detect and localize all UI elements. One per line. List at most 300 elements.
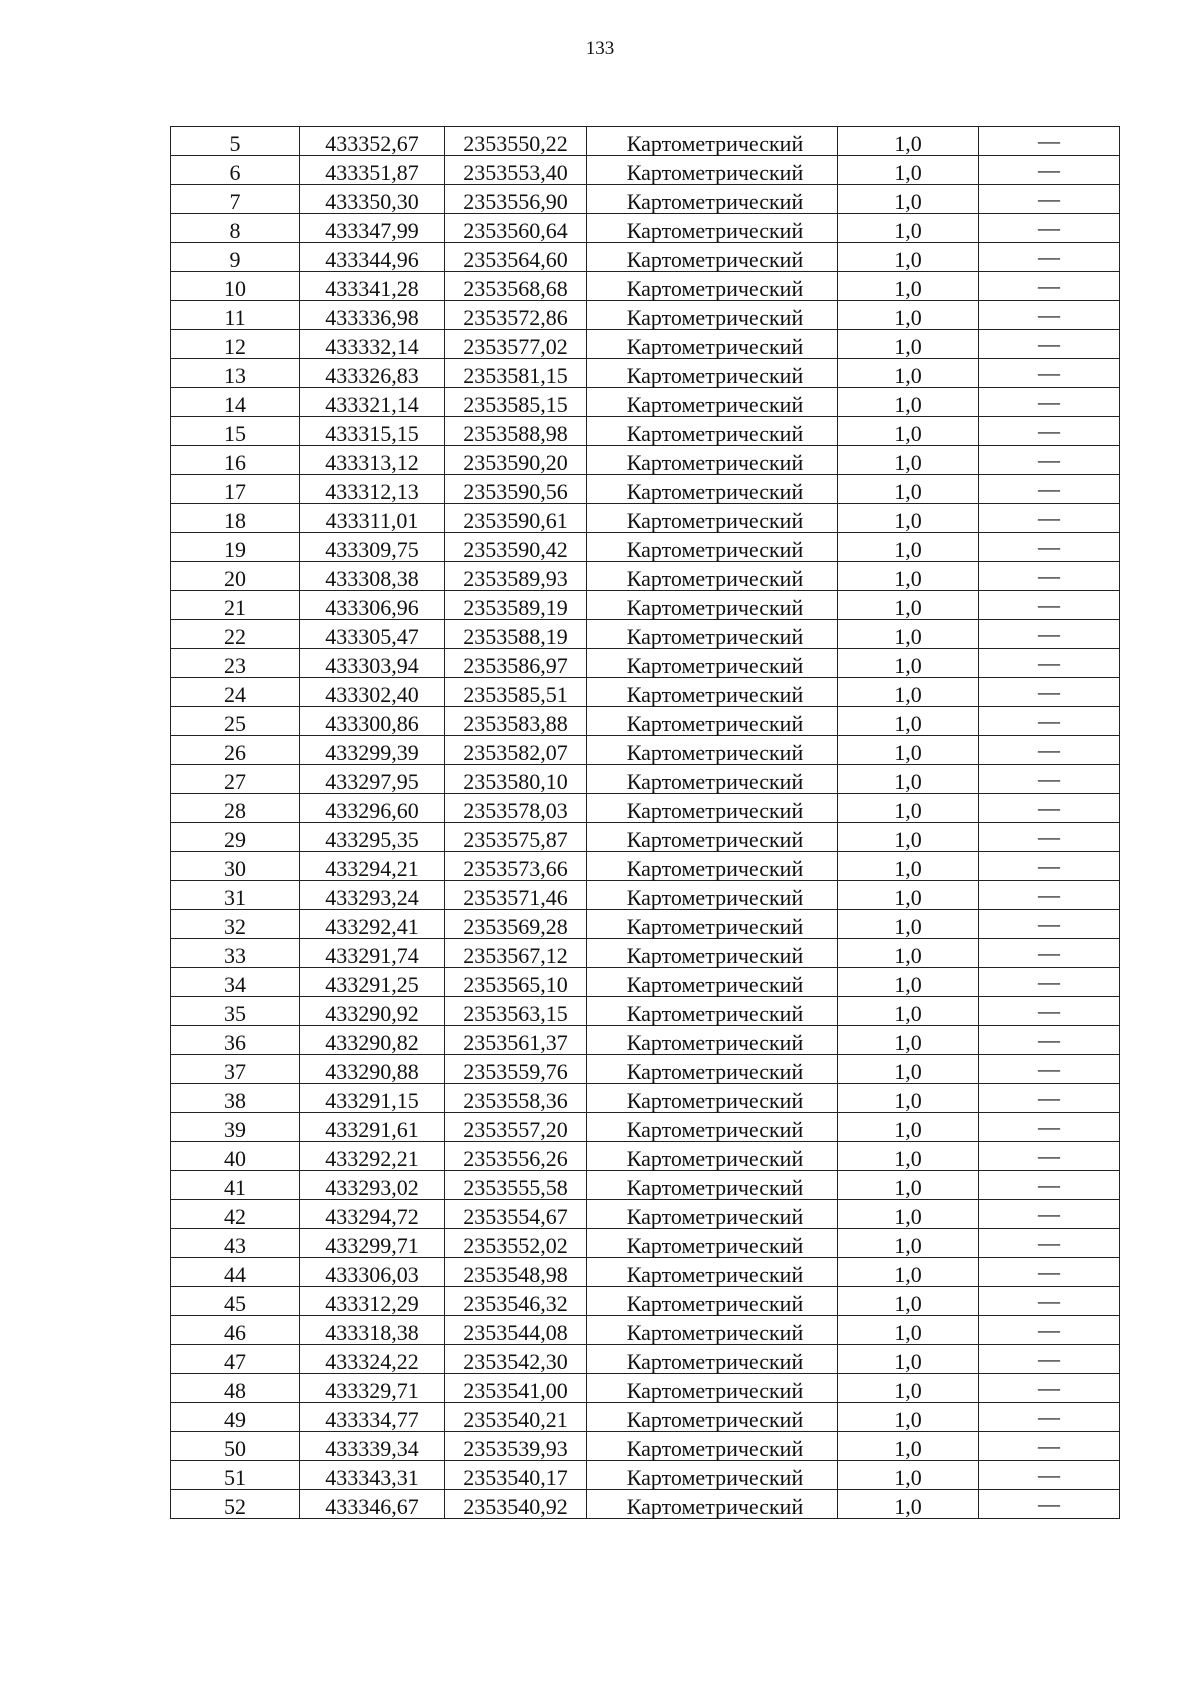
table-row	[171, 1026, 1120, 1055]
y-coordinate-cell: 2353578,03	[445, 794, 587, 823]
x-coordinate-cell: 433299,39	[300, 736, 445, 765]
accuracy-cell: 1,0	[838, 1345, 979, 1374]
accuracy-cell: 1,0	[838, 765, 979, 794]
point-number-cell: 6	[171, 156, 300, 185]
x-coordinate-cell: 433302,40	[300, 678, 445, 707]
point-number-cell: 9	[171, 243, 300, 272]
method-cell: Картометрический	[587, 1374, 838, 1403]
accuracy-cell: 1,0	[838, 649, 979, 678]
table-row	[171, 881, 1120, 910]
x-coordinate-cell: 433311,01	[300, 504, 445, 533]
method-cell: Картометрический	[587, 1171, 838, 1200]
point-number-cell: 52	[171, 1490, 300, 1519]
x-coordinate-cell: 433336,98	[300, 301, 445, 330]
method-cell: Картометрический	[587, 1229, 838, 1258]
note-cell: —	[979, 620, 1120, 649]
method-cell: Картометрический	[587, 1113, 838, 1142]
method-cell: Картометрический	[587, 591, 838, 620]
point-number-cell: 26	[171, 736, 300, 765]
table-row	[171, 1432, 1120, 1461]
x-coordinate-cell: 433291,74	[300, 939, 445, 968]
x-coordinate-cell: 433315,15	[300, 417, 445, 446]
point-number-cell: 30	[171, 852, 300, 881]
x-coordinate-cell: 433312,29	[300, 1287, 445, 1316]
x-coordinate-cell: 433290,92	[300, 997, 445, 1026]
table-row	[171, 620, 1120, 649]
accuracy-cell: 1,0	[838, 881, 979, 910]
accuracy-cell: 1,0	[838, 1258, 979, 1287]
point-number-cell: 27	[171, 765, 300, 794]
method-cell: Картометрический	[587, 243, 838, 272]
x-coordinate-cell: 433290,82	[300, 1026, 445, 1055]
accuracy-cell: 1,0	[838, 1287, 979, 1316]
point-number-cell: 47	[171, 1345, 300, 1374]
method-cell: Картометрический	[587, 707, 838, 736]
method-cell: Картометрический	[587, 533, 838, 562]
table-row	[171, 1403, 1120, 1432]
point-number-cell: 13	[171, 359, 300, 388]
note-cell: —	[979, 1490, 1120, 1519]
point-number-cell: 36	[171, 1026, 300, 1055]
accuracy-cell: 1,0	[838, 1461, 979, 1490]
table-row	[171, 243, 1120, 272]
note-cell: —	[979, 504, 1120, 533]
point-number-cell: 7	[171, 185, 300, 214]
x-coordinate-cell: 433329,71	[300, 1374, 445, 1403]
note-cell: —	[979, 388, 1120, 417]
x-coordinate-cell: 433343,31	[300, 1461, 445, 1490]
point-number-cell: 40	[171, 1142, 300, 1171]
point-number-cell: 24	[171, 678, 300, 707]
note-cell: —	[979, 127, 1120, 156]
method-cell: Картометрический	[587, 1345, 838, 1374]
point-number-cell: 39	[171, 1113, 300, 1142]
y-coordinate-cell: 2353556,90	[445, 185, 587, 214]
point-number-cell: 31	[171, 881, 300, 910]
note-cell: —	[979, 591, 1120, 620]
table-row	[171, 1461, 1120, 1490]
x-coordinate-cell: 433332,14	[300, 330, 445, 359]
note-cell: —	[979, 968, 1120, 997]
accuracy-cell: 1,0	[838, 1316, 979, 1345]
note-cell: —	[979, 1026, 1120, 1055]
table-row	[171, 997, 1120, 1026]
y-coordinate-cell: 2353550,22	[445, 127, 587, 156]
accuracy-cell: 1,0	[838, 620, 979, 649]
method-cell: Картометрический	[587, 1461, 838, 1490]
x-coordinate-cell: 433296,60	[300, 794, 445, 823]
table-row	[171, 185, 1120, 214]
table-row	[171, 446, 1120, 475]
x-coordinate-cell: 433291,25	[300, 968, 445, 997]
point-number-cell: 45	[171, 1287, 300, 1316]
point-number-cell: 42	[171, 1200, 300, 1229]
y-coordinate-cell: 2353565,10	[445, 968, 587, 997]
point-number-cell: 5	[171, 127, 300, 156]
method-cell: Картометрический	[587, 881, 838, 910]
table-row	[171, 591, 1120, 620]
point-number-cell: 46	[171, 1316, 300, 1345]
note-cell: —	[979, 1258, 1120, 1287]
note-cell: —	[979, 823, 1120, 852]
method-cell: Картометрический	[587, 823, 838, 852]
point-number-cell: 37	[171, 1055, 300, 1084]
accuracy-cell: 1,0	[838, 1432, 979, 1461]
table-row	[171, 852, 1120, 881]
x-coordinate-cell: 433303,94	[300, 649, 445, 678]
x-coordinate-cell: 433341,28	[300, 272, 445, 301]
x-coordinate-cell: 433292,41	[300, 910, 445, 939]
point-number-cell: 10	[171, 272, 300, 301]
x-coordinate-cell: 433350,30	[300, 185, 445, 214]
point-number-cell: 16	[171, 446, 300, 475]
x-coordinate-cell: 433321,14	[300, 388, 445, 417]
point-number-cell: 11	[171, 301, 300, 330]
y-coordinate-cell: 2353590,20	[445, 446, 587, 475]
accuracy-cell: 1,0	[838, 214, 979, 243]
accuracy-cell: 1,0	[838, 562, 979, 591]
y-coordinate-cell: 2353582,07	[445, 736, 587, 765]
y-coordinate-cell: 2353557,20	[445, 1113, 587, 1142]
note-cell: —	[979, 910, 1120, 939]
method-cell: Картометрический	[587, 939, 838, 968]
x-coordinate-cell: 433326,83	[300, 359, 445, 388]
x-coordinate-cell: 433294,21	[300, 852, 445, 881]
accuracy-cell: 1,0	[838, 446, 979, 475]
note-cell: —	[979, 417, 1120, 446]
point-number-cell: 41	[171, 1171, 300, 1200]
x-coordinate-cell: 433318,38	[300, 1316, 445, 1345]
note-cell: —	[979, 301, 1120, 330]
y-coordinate-cell: 2353577,02	[445, 330, 587, 359]
table-row	[171, 1287, 1120, 1316]
accuracy-cell: 1,0	[838, 1113, 979, 1142]
accuracy-cell: 1,0	[838, 330, 979, 359]
accuracy-cell: 1,0	[838, 475, 979, 504]
accuracy-cell: 1,0	[838, 968, 979, 997]
note-cell: —	[979, 765, 1120, 794]
accuracy-cell: 1,0	[838, 272, 979, 301]
point-number-cell: 15	[171, 417, 300, 446]
method-cell: Картометрический	[587, 504, 838, 533]
method-cell: Картометрический	[587, 852, 838, 881]
accuracy-cell: 1,0	[838, 417, 979, 446]
x-coordinate-cell: 433334,77	[300, 1403, 445, 1432]
y-coordinate-cell: 2353540,21	[445, 1403, 587, 1432]
accuracy-cell: 1,0	[838, 939, 979, 968]
table-row	[171, 678, 1120, 707]
point-number-cell: 8	[171, 214, 300, 243]
coordinates-table-body	[171, 127, 1120, 1519]
y-coordinate-cell: 2353575,87	[445, 823, 587, 852]
y-coordinate-cell: 2353590,42	[445, 533, 587, 562]
accuracy-cell: 1,0	[838, 736, 979, 765]
point-number-cell: 22	[171, 620, 300, 649]
accuracy-cell: 1,0	[838, 1142, 979, 1171]
method-cell: Картометрический	[587, 1258, 838, 1287]
y-coordinate-cell: 2353540,92	[445, 1490, 587, 1519]
x-coordinate-cell: 433344,96	[300, 243, 445, 272]
table-row	[171, 388, 1120, 417]
note-cell: —	[979, 185, 1120, 214]
method-cell: Картометрический	[587, 185, 838, 214]
y-coordinate-cell: 2353567,12	[445, 939, 587, 968]
table-row	[171, 1171, 1120, 1200]
point-number-cell: 38	[171, 1084, 300, 1113]
y-coordinate-cell: 2353554,67	[445, 1200, 587, 1229]
y-coordinate-cell: 2353558,36	[445, 1084, 587, 1113]
page-number: 133	[585, 38, 615, 59]
table-row	[171, 272, 1120, 301]
note-cell: —	[979, 1374, 1120, 1403]
accuracy-cell: 1,0	[838, 243, 979, 272]
y-coordinate-cell: 2353552,02	[445, 1229, 587, 1258]
accuracy-cell: 1,0	[838, 504, 979, 533]
accuracy-cell: 1,0	[838, 388, 979, 417]
note-cell: —	[979, 1142, 1120, 1171]
accuracy-cell: 1,0	[838, 997, 979, 1026]
note-cell: —	[979, 214, 1120, 243]
method-cell: Картометрический	[587, 475, 838, 504]
note-cell: —	[979, 1171, 1120, 1200]
accuracy-cell: 1,0	[838, 678, 979, 707]
point-number-cell: 51	[171, 1461, 300, 1490]
accuracy-cell: 1,0	[838, 794, 979, 823]
accuracy-cell: 1,0	[838, 1490, 979, 1519]
accuracy-cell: 1,0	[838, 1374, 979, 1403]
note-cell: —	[979, 852, 1120, 881]
y-coordinate-cell: 2353564,60	[445, 243, 587, 272]
y-coordinate-cell: 2353544,08	[445, 1316, 587, 1345]
point-number-cell: 28	[171, 794, 300, 823]
accuracy-cell: 1,0	[838, 1055, 979, 1084]
y-coordinate-cell: 2353559,76	[445, 1055, 587, 1084]
note-cell: —	[979, 272, 1120, 301]
y-coordinate-cell: 2353585,15	[445, 388, 587, 417]
accuracy-cell: 1,0	[838, 301, 979, 330]
point-number-cell: 12	[171, 330, 300, 359]
method-cell: Картометрический	[587, 127, 838, 156]
method-cell: Картометрический	[587, 388, 838, 417]
y-coordinate-cell: 2353546,32	[445, 1287, 587, 1316]
x-coordinate-cell: 433312,13	[300, 475, 445, 504]
note-cell: —	[979, 707, 1120, 736]
method-cell: Картометрический	[587, 910, 838, 939]
note-cell: —	[979, 359, 1120, 388]
accuracy-cell: 1,0	[838, 1200, 979, 1229]
x-coordinate-cell: 433290,88	[300, 1055, 445, 1084]
method-cell: Картометрический	[587, 794, 838, 823]
accuracy-cell: 1,0	[838, 127, 979, 156]
method-cell: Картометрический	[587, 330, 838, 359]
note-cell: —	[979, 997, 1120, 1026]
point-number-cell: 17	[171, 475, 300, 504]
point-number-cell: 33	[171, 939, 300, 968]
method-cell: Картометрический	[587, 1200, 838, 1229]
table-row	[171, 562, 1120, 591]
coordinates-table	[170, 126, 1120, 1519]
y-coordinate-cell: 2353555,58	[445, 1171, 587, 1200]
method-cell: Картометрический	[587, 359, 838, 388]
accuracy-cell: 1,0	[838, 823, 979, 852]
y-coordinate-cell: 2353556,26	[445, 1142, 587, 1171]
point-number-cell: 21	[171, 591, 300, 620]
note-cell: —	[979, 1432, 1120, 1461]
table-row	[171, 1113, 1120, 1142]
note-cell: —	[979, 736, 1120, 765]
point-number-cell: 19	[171, 533, 300, 562]
x-coordinate-cell: 433305,47	[300, 620, 445, 649]
note-cell: —	[979, 562, 1120, 591]
y-coordinate-cell: 2353561,37	[445, 1026, 587, 1055]
method-cell: Картометрический	[587, 1432, 838, 1461]
method-cell: Картометрический	[587, 1403, 838, 1432]
note-cell: —	[979, 794, 1120, 823]
x-coordinate-cell: 433346,67	[300, 1490, 445, 1519]
point-number-cell: 43	[171, 1229, 300, 1258]
accuracy-cell: 1,0	[838, 1026, 979, 1055]
accuracy-cell: 1,0	[838, 1084, 979, 1113]
note-cell: —	[979, 1200, 1120, 1229]
x-coordinate-cell: 433295,35	[300, 823, 445, 852]
method-cell: Картометрический	[587, 156, 838, 185]
method-cell: Картометрический	[587, 765, 838, 794]
accuracy-cell: 1,0	[838, 707, 979, 736]
point-number-cell: 29	[171, 823, 300, 852]
y-coordinate-cell: 2353583,88	[445, 707, 587, 736]
note-cell: —	[979, 330, 1120, 359]
x-coordinate-cell: 433347,99	[300, 214, 445, 243]
x-coordinate-cell: 433308,38	[300, 562, 445, 591]
y-coordinate-cell: 2353539,93	[445, 1432, 587, 1461]
x-coordinate-cell: 433291,61	[300, 1113, 445, 1142]
accuracy-cell: 1,0	[838, 156, 979, 185]
table-row	[171, 1345, 1120, 1374]
table-row	[171, 939, 1120, 968]
method-cell: Картометрический	[587, 417, 838, 446]
method-cell: Картометрический	[587, 301, 838, 330]
point-number-cell: 18	[171, 504, 300, 533]
note-cell: —	[979, 1113, 1120, 1142]
y-coordinate-cell: 2353571,46	[445, 881, 587, 910]
note-cell: —	[979, 1403, 1120, 1432]
table-row	[171, 968, 1120, 997]
x-coordinate-cell: 433291,15	[300, 1084, 445, 1113]
table-row	[171, 1200, 1120, 1229]
x-coordinate-cell: 433293,24	[300, 881, 445, 910]
note-cell: —	[979, 446, 1120, 475]
x-coordinate-cell: 433294,72	[300, 1200, 445, 1229]
accuracy-cell: 1,0	[838, 910, 979, 939]
x-coordinate-cell: 433309,75	[300, 533, 445, 562]
method-cell: Картометрический	[587, 1490, 838, 1519]
table-row	[171, 707, 1120, 736]
method-cell: Картометрический	[587, 1084, 838, 1113]
x-coordinate-cell: 433297,95	[300, 765, 445, 794]
x-coordinate-cell: 433352,67	[300, 127, 445, 156]
method-cell: Картометрический	[587, 678, 838, 707]
point-number-cell: 32	[171, 910, 300, 939]
method-cell: Картометрический	[587, 214, 838, 243]
note-cell: —	[979, 475, 1120, 504]
note-cell: —	[979, 881, 1120, 910]
note-cell: —	[979, 156, 1120, 185]
y-coordinate-cell: 2353581,15	[445, 359, 587, 388]
x-coordinate-cell: 433306,03	[300, 1258, 445, 1287]
y-coordinate-cell: 2353541,00	[445, 1374, 587, 1403]
table-row	[171, 214, 1120, 243]
y-coordinate-cell: 2353560,64	[445, 214, 587, 243]
method-cell: Картометрический	[587, 968, 838, 997]
method-cell: Картометрический	[587, 272, 838, 301]
note-cell: —	[979, 243, 1120, 272]
note-cell: —	[979, 1316, 1120, 1345]
table-row	[171, 1490, 1120, 1519]
table-row	[171, 417, 1120, 446]
table-row	[171, 910, 1120, 939]
accuracy-cell: 1,0	[838, 185, 979, 214]
table-row	[171, 330, 1120, 359]
x-coordinate-cell: 433351,87	[300, 156, 445, 185]
table-row	[171, 1229, 1120, 1258]
method-cell: Картометрический	[587, 997, 838, 1026]
point-number-cell: 34	[171, 968, 300, 997]
note-cell: —	[979, 649, 1120, 678]
x-coordinate-cell: 433324,22	[300, 1345, 445, 1374]
y-coordinate-cell: 2353573,66	[445, 852, 587, 881]
point-number-cell: 23	[171, 649, 300, 678]
table-row	[171, 649, 1120, 678]
x-coordinate-cell: 433339,34	[300, 1432, 445, 1461]
y-coordinate-cell: 2353548,98	[445, 1258, 587, 1287]
table-row	[171, 1084, 1120, 1113]
y-coordinate-cell: 2353568,68	[445, 272, 587, 301]
y-coordinate-cell: 2353585,51	[445, 678, 587, 707]
y-coordinate-cell: 2353569,28	[445, 910, 587, 939]
note-cell: —	[979, 1287, 1120, 1316]
method-cell: Картометрический	[587, 1026, 838, 1055]
method-cell: Картометрический	[587, 562, 838, 591]
point-number-cell: 20	[171, 562, 300, 591]
point-number-cell: 48	[171, 1374, 300, 1403]
table-row	[171, 1055, 1120, 1084]
table-row	[171, 1316, 1120, 1345]
y-coordinate-cell: 2353542,30	[445, 1345, 587, 1374]
x-coordinate-cell: 433300,86	[300, 707, 445, 736]
y-coordinate-cell: 2353588,98	[445, 417, 587, 446]
point-number-cell: 35	[171, 997, 300, 1026]
x-coordinate-cell: 433306,96	[300, 591, 445, 620]
point-number-cell: 50	[171, 1432, 300, 1461]
point-number-cell: 14	[171, 388, 300, 417]
note-cell: —	[979, 1229, 1120, 1258]
accuracy-cell: 1,0	[838, 591, 979, 620]
table-row	[171, 359, 1120, 388]
method-cell: Картометрический	[587, 1287, 838, 1316]
note-cell: —	[979, 939, 1120, 968]
accuracy-cell: 1,0	[838, 1403, 979, 1432]
accuracy-cell: 1,0	[838, 1171, 979, 1200]
y-coordinate-cell: 2353589,19	[445, 591, 587, 620]
table-row	[171, 1142, 1120, 1171]
y-coordinate-cell: 2353540,17	[445, 1461, 587, 1490]
method-cell: Картометрический	[587, 1055, 838, 1084]
accuracy-cell: 1,0	[838, 359, 979, 388]
y-coordinate-cell: 2353590,56	[445, 475, 587, 504]
y-coordinate-cell: 2353572,86	[445, 301, 587, 330]
x-coordinate-cell: 433299,71	[300, 1229, 445, 1258]
table-row	[171, 823, 1120, 852]
